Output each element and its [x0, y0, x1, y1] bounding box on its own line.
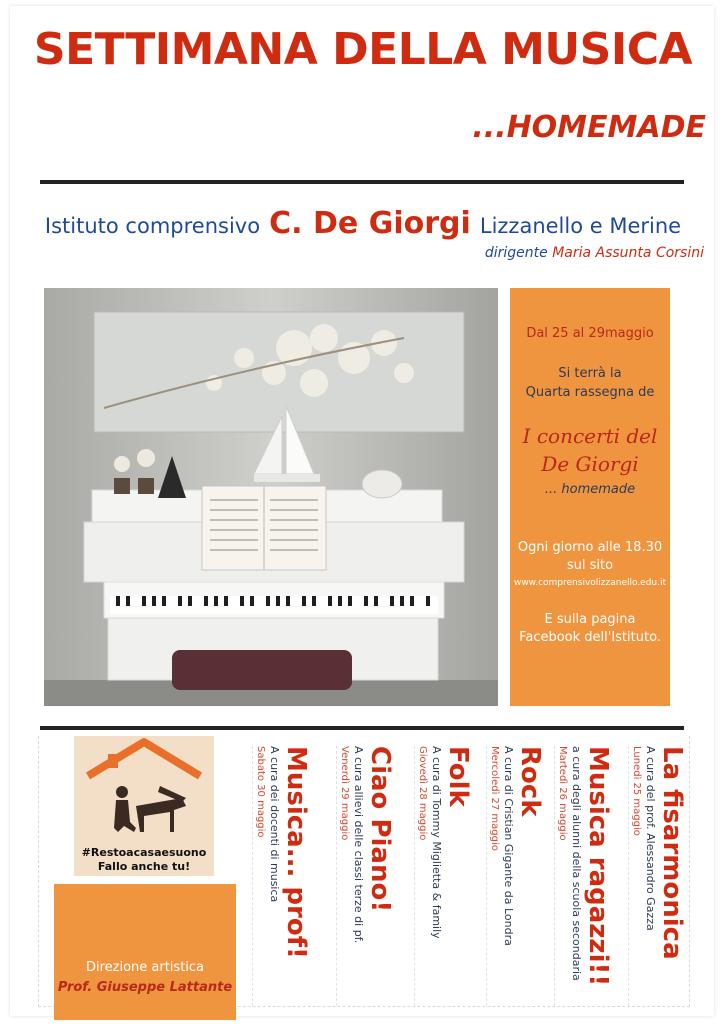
logo-caption — [74, 846, 214, 874]
top-divider — [40, 180, 684, 184]
poster-subtitle: ...HOMEMADE — [472, 110, 706, 145]
info-panel — [510, 288, 670, 706]
poster-title: SETTIMANA DELLA MUSICA — [33, 24, 693, 75]
logo-slogan: Fallo anche tu! — [97, 860, 191, 873]
logo-hashtag: #Restoacasaesuono — [81, 846, 207, 859]
bottom-divider — [40, 726, 684, 730]
school-place: Lizzanello e Merine — [479, 214, 682, 238]
event-title: Folk — [443, 746, 473, 807]
event-curator: A cura dei docenti di musica — [268, 746, 281, 903]
principal-line — [485, 245, 704, 261]
event-day: Lunedì 25 maggio — [631, 746, 642, 836]
event-title: Musica ragazzi!! — [583, 746, 613, 987]
concert-title-line-2: De Giorgi — [541, 452, 639, 476]
facebook-line-1: E sulla pagina — [544, 612, 636, 627]
event-day: Martedì 26 maggio — [557, 746, 568, 841]
piano-photo — [44, 288, 498, 706]
concert-title-line-1: I concerti del — [522, 424, 658, 448]
school-prefix: Istituto comprensivo — [44, 214, 261, 238]
event-column — [336, 746, 395, 1006]
website-link[interactable]: www.comprensivolizzanello.edu.it — [513, 578, 667, 588]
event-curator: A cura allievi delle classi terze di pf. — [352, 746, 365, 944]
event-title: Rock — [515, 746, 545, 817]
principal-name: Maria Assunta Corsini — [552, 245, 704, 261]
info-line-1: Si terrà la — [558, 366, 622, 381]
event-title: Ciao Piano! — [365, 746, 395, 913]
principal-label: dirigente — [484, 245, 548, 261]
event-column — [628, 746, 687, 1006]
event-column — [554, 746, 613, 1006]
event-curator: A cura del prof. Alessandro Gazza — [644, 746, 657, 931]
event-day: Sabato 30 maggio — [255, 746, 266, 838]
facebook-line-2: Facebook dell'Istituto. — [519, 630, 661, 645]
event-day: Mercoledì 27 maggio — [489, 746, 500, 851]
concert-homemade: ... homemade — [544, 482, 636, 497]
event-column — [486, 746, 545, 1006]
event-curator: A cura di Cristian Gigante da Londra — [502, 746, 515, 946]
direction-label: Direzione artistica — [85, 960, 205, 975]
event-column — [252, 746, 311, 1006]
event-title: La fisarmonica — [657, 746, 687, 960]
event-title: Musica... prof! — [281, 746, 311, 959]
artistic-direction-box — [54, 884, 236, 1020]
info-line-2: Quarta rassegna de — [525, 385, 655, 400]
event-dates: Dal 25 al 29maggio — [526, 326, 654, 341]
direction-name: Prof. Giuseppe Lattante — [57, 980, 233, 995]
time-line-1: Ogni giorno alle 18.30 — [517, 540, 663, 555]
event-day: Giovedì 28 maggio — [417, 746, 428, 841]
event-column — [414, 746, 473, 1006]
school-name: C. De Giorgi — [269, 206, 471, 241]
event-curator: A cura di Tommy Miglietta & family — [430, 746, 443, 939]
time-line-2: sul sito — [566, 558, 614, 573]
event-day: Venerdì 29 maggio — [339, 746, 350, 841]
school-heading — [0, 206, 726, 241]
event-curator: a cura degli alunni della scuola secondaria — [570, 746, 583, 981]
